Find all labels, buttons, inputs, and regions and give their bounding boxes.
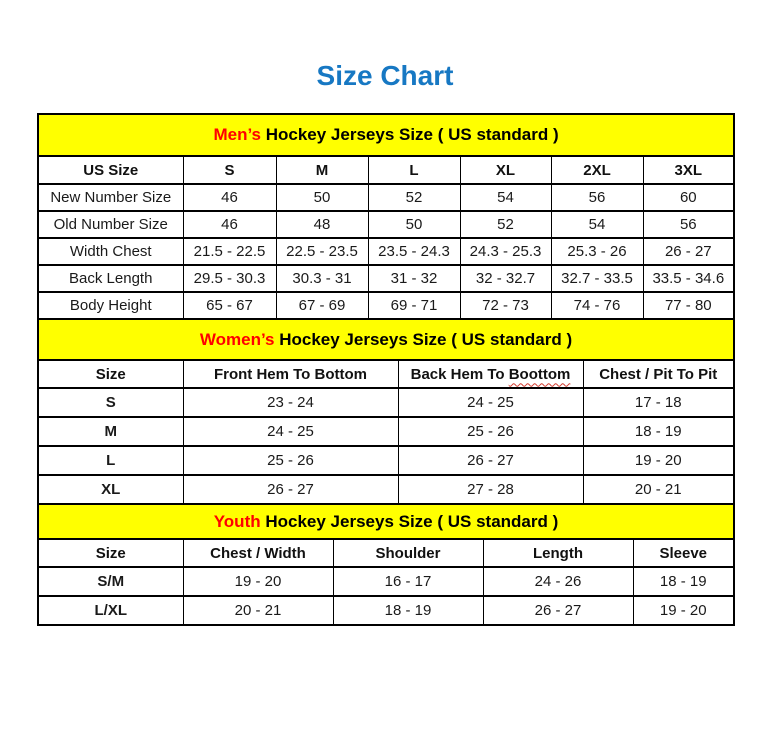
column-header-m: M bbox=[276, 156, 368, 184]
column-header-chest-width: Chest / Width bbox=[183, 539, 333, 567]
row-label: L bbox=[38, 446, 183, 475]
table-row bbox=[38, 475, 734, 504]
size-value-cell: 23.5 - 24.3 bbox=[368, 238, 460, 265]
size-value-cell: 27 - 28 bbox=[398, 475, 583, 504]
size-value-cell: 16 - 17 bbox=[333, 567, 483, 596]
column-header-us-size: US Size bbox=[38, 156, 183, 184]
size-value-cell: 19 - 20 bbox=[183, 567, 333, 596]
mens-table-caption bbox=[38, 114, 734, 156]
size-value-cell: 72 - 73 bbox=[460, 292, 551, 319]
back-hem-label: Back Hem To bbox=[410, 365, 509, 383]
size-value-cell: 25 - 26 bbox=[183, 446, 398, 475]
mens-size-table bbox=[37, 113, 735, 320]
womens-header-row bbox=[38, 360, 734, 388]
size-value-cell: 65 - 67 bbox=[183, 292, 276, 319]
size-value-cell: 56 bbox=[643, 211, 734, 238]
size-value-cell: 31 - 32 bbox=[368, 265, 460, 292]
column-header-chest-pit: Chest / Pit To Pit bbox=[583, 360, 734, 388]
size-value-cell: 32.7 - 33.5 bbox=[551, 265, 643, 292]
size-value-cell: 18 - 19 bbox=[633, 567, 734, 596]
size-value-cell: 50 bbox=[368, 211, 460, 238]
size-value-cell: 26 - 27 bbox=[183, 475, 398, 504]
size-value-cell: 26 - 27 bbox=[398, 446, 583, 475]
size-value-cell: 24.3 - 25.3 bbox=[460, 238, 551, 265]
table-row bbox=[38, 292, 734, 319]
size-value-cell: 52 bbox=[460, 211, 551, 238]
size-value-cell: 19 - 20 bbox=[633, 596, 734, 625]
youth-caption-row bbox=[38, 505, 734, 539]
row-label: L/XL bbox=[38, 596, 183, 625]
column-header-s: S bbox=[183, 156, 276, 184]
row-label: S/M bbox=[38, 567, 183, 596]
column-header-size: Size bbox=[38, 539, 183, 567]
size-value-cell: 77 - 80 bbox=[643, 292, 734, 319]
size-chart bbox=[37, 113, 733, 626]
size-value-cell: 50 bbox=[276, 184, 368, 211]
size-value-cell: 67 - 69 bbox=[276, 292, 368, 319]
size-value-cell: 25.3 - 26 bbox=[551, 238, 643, 265]
size-value-cell: 25 - 26 bbox=[398, 417, 583, 446]
mens-header-row bbox=[38, 156, 734, 184]
size-value-cell: 17 - 18 bbox=[583, 388, 734, 417]
size-value-cell: 69 - 71 bbox=[368, 292, 460, 319]
size-value-cell: 52 bbox=[368, 184, 460, 211]
column-header-size: Size bbox=[38, 360, 183, 388]
row-label: M bbox=[38, 417, 183, 446]
row-label: Back Length bbox=[38, 265, 183, 292]
size-value-cell: 19 - 20 bbox=[583, 446, 734, 475]
column-header-3xl: 3XL bbox=[643, 156, 734, 184]
table-row bbox=[38, 567, 734, 596]
column-header-shoulder: Shoulder bbox=[333, 539, 483, 567]
size-value-cell: 20 - 21 bbox=[183, 596, 333, 625]
mens-caption-row bbox=[38, 114, 734, 156]
size-value-cell: 30.3 - 31 bbox=[276, 265, 368, 292]
size-value-cell: 74 - 76 bbox=[551, 292, 643, 319]
youth-table-caption bbox=[38, 505, 734, 539]
table-row bbox=[38, 211, 734, 238]
back-hem-misspelled-word: Boottom bbox=[508, 365, 571, 383]
column-header-front-hem: Front Hem To Bottom bbox=[183, 360, 398, 388]
womens-caption-highlight: Women’s bbox=[199, 329, 275, 349]
table-row bbox=[38, 388, 734, 417]
size-value-cell: 54 bbox=[551, 211, 643, 238]
table-row bbox=[38, 184, 734, 211]
column-header-back-hem bbox=[398, 360, 583, 388]
row-label: Width Chest bbox=[38, 238, 183, 265]
womens-caption-row bbox=[38, 320, 734, 360]
size-value-cell: 24 - 25 bbox=[183, 417, 398, 446]
size-value-cell: 29.5 - 30.3 bbox=[183, 265, 276, 292]
table-row bbox=[38, 446, 734, 475]
row-label: XL bbox=[38, 475, 183, 504]
column-header-xl: XL bbox=[460, 156, 551, 184]
womens-table-caption bbox=[38, 320, 734, 360]
size-value-cell: 26 - 27 bbox=[643, 238, 734, 265]
size-value-cell: 24 - 25 bbox=[398, 388, 583, 417]
size-value-cell: 54 bbox=[460, 184, 551, 211]
mens-caption-highlight: Men’s bbox=[213, 125, 261, 144]
size-value-cell: 32 - 32.7 bbox=[460, 265, 551, 292]
womens-size-table bbox=[37, 320, 735, 505]
size-value-cell: 56 bbox=[551, 184, 643, 211]
table-row bbox=[38, 238, 734, 265]
size-value-cell: 18 - 19 bbox=[333, 596, 483, 625]
table-row bbox=[38, 265, 734, 292]
youth-size-table bbox=[37, 505, 735, 626]
youth-caption-text: Hockey Jerseys Size ( US standard ) bbox=[260, 511, 559, 531]
column-header-2xl: 2XL bbox=[551, 156, 643, 184]
row-label: S bbox=[38, 388, 183, 417]
column-header-l: L bbox=[368, 156, 460, 184]
size-value-cell: 48 bbox=[276, 211, 368, 238]
size-value-cell: 21.5 - 22.5 bbox=[183, 238, 276, 265]
column-header-sleeve: Sleeve bbox=[633, 539, 734, 567]
size-value-cell: 23 - 24 bbox=[183, 388, 398, 417]
size-value-cell: 24 - 26 bbox=[483, 567, 633, 596]
table-row bbox=[38, 417, 734, 446]
size-value-cell: 18 - 19 bbox=[583, 417, 734, 446]
table-row bbox=[38, 596, 734, 625]
womens-caption-text: Hockey Jerseys Size ( US standard ) bbox=[274, 329, 573, 349]
column-header-length: Length bbox=[483, 539, 633, 567]
youth-header-row bbox=[38, 539, 734, 567]
mens-caption-text: Hockey Jerseys Size ( US standard ) bbox=[261, 125, 559, 144]
size-value-cell: 22.5 - 23.5 bbox=[276, 238, 368, 265]
size-value-cell: 20 - 21 bbox=[583, 475, 734, 504]
size-value-cell: 33.5 - 34.6 bbox=[643, 265, 734, 292]
size-value-cell: 26 - 27 bbox=[483, 596, 633, 625]
size-value-cell: 46 bbox=[183, 184, 276, 211]
size-value-cell: 60 bbox=[643, 184, 734, 211]
row-label: Body Height bbox=[38, 292, 183, 319]
row-label: New Number Size bbox=[38, 184, 183, 211]
youth-caption-highlight: Youth bbox=[213, 511, 261, 531]
row-label: Old Number Size bbox=[38, 211, 183, 238]
size-value-cell: 46 bbox=[183, 211, 276, 238]
page-title: Size Chart bbox=[316, 60, 454, 91]
